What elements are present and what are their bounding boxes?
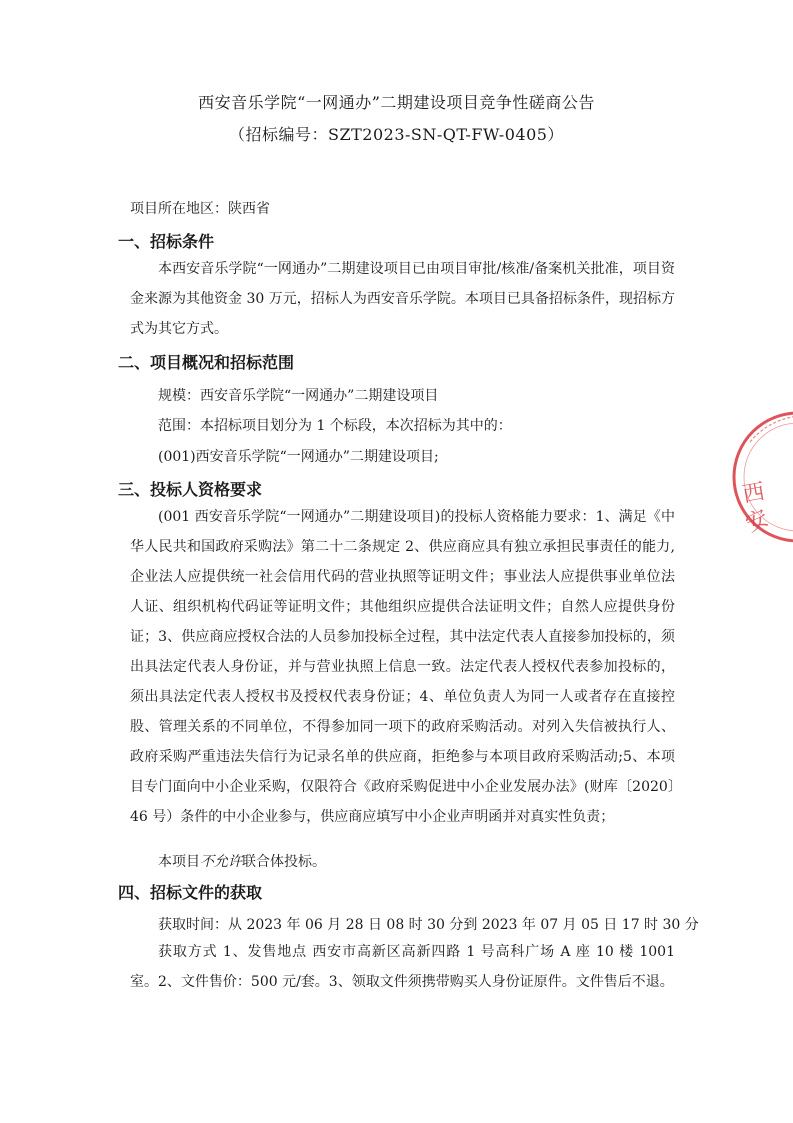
project-region: 项目所在地区：陕西省	[130, 201, 270, 217]
svg-text:安: 安	[741, 505, 773, 538]
tender-number: （招标编号：SZT2023-SN-QT-FW-0405）	[229, 125, 564, 144]
section-1-paragraph: 本西安音乐学院“一网通办”二期建设项目已由项目审批/核准/备案机关批准，项目资金来源为其他资金 30 万元，招标人为西安音乐学院。本项目已具备招标条件，现招标方式为其它方式。	[130, 261, 675, 337]
document-title: 西安音乐学院“一网通办”二期建设项目竞争性磋商公告	[198, 93, 595, 112]
section-heading-1: 一、招标条件	[118, 232, 215, 251]
section-heading-2: 二、项目概况和招标范围	[118, 353, 295, 372]
project-scale: 规模：西安音乐学院“一网通办”二期建设项目	[158, 388, 439, 404]
official-seal-icon	[728, 402, 793, 552]
acquisition-method: 获取方式 1、发售地点 西安市高新区高新四路 1 号高科广场 A 座 10 楼 1001 室。2、文件售价：500 元/套。3、领取文件须携带购买人身份证原件。文件售后不退。	[130, 944, 675, 990]
svg-text:西: 西	[740, 479, 767, 508]
consortium-note	[158, 851, 326, 871]
consortium-not-allowed: 不允许	[200, 854, 242, 870]
section-3-paragraph: (001 西安音乐学院“一网通办”二期建设项目)的投标人资格能力要求：1、满足《中华人民共和国政府采购法》第二十二条规定 2、供应商应具有独立承担民事责任的能力,企业法人应提供统一社会信用代码的营业执照等证明文件；事业法人应提供事业单位法人证、组织机构代码证等证明文件；其他组织应提供合法证明文件；自然人应提供身份证；3、供应商应授权合法的人员参加投标全过程，其中法定代表人直接参加投标的，须出具法定代表人身份证，并与营业执照上信息一致。法定代表人授权代表参加投标的，须出具法定代表人授权书及授权代表身份证；4、单位负责人为同一人或者存在直接控股、管理关系的不同单位，不得参加同一项下的政府采购活动。对列入失信被执行人、政府采购严重违法失信行为记录名单的供应商，拒绝参与本项目政府采购活动;5、本项目专门面向中小企业采购，仅限符合《政府采购促进中小企业发展办法》(财库〔2020〕46 号）条件的中小企业参与，供应商应填写中小企业声明函并对真实性负责；	[130, 509, 675, 825]
section-heading-4: 四、招标文件的获取	[118, 883, 263, 902]
consortium-suffix: 联合体投标。	[242, 854, 326, 870]
section-heading-3: 三、投标人资格要求	[118, 480, 263, 499]
consortium-prefix: 本项目	[158, 854, 200, 870]
project-lot: (001)西安音乐学院“一网通办”二期建设项目;	[158, 449, 439, 465]
acquisition-time: 获取时间：从 2023 年 06 月 28 日 08 时 30 分到 2023 年 07 月 05 日 17 时 30 分	[158, 917, 699, 933]
project-scope: 范围：本招标项目划分为 1 个标段，本次招标为其中的：	[158, 418, 512, 434]
